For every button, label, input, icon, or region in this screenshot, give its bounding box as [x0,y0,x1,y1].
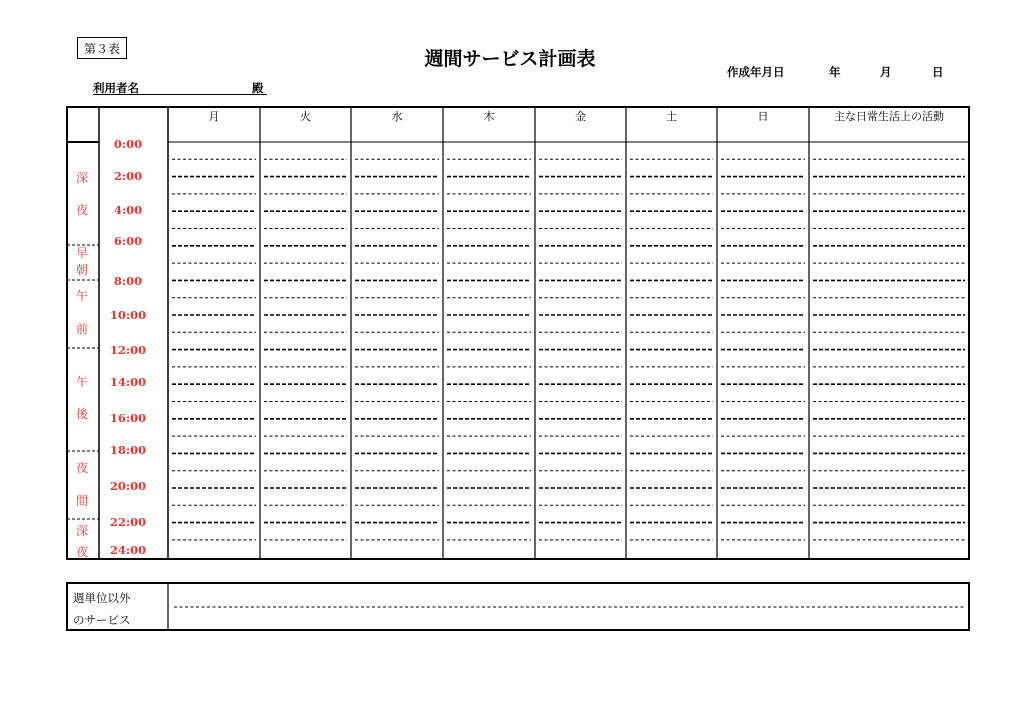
period-label: 夜 [75,203,89,217]
time-label: 22:00 [109,515,147,529]
time-label: 0:00 [113,137,143,151]
period-label: 午 [75,289,89,303]
schedule-table-border [67,107,969,559]
time-label: 12:00 [109,343,147,357]
period-label: 深 [75,171,89,185]
period-label: 間 [75,494,89,508]
creation-date-label: 作成年月日 [727,65,785,79]
period-label: 夜 [75,461,89,475]
creation-date-day: 日 [932,65,944,79]
time-label: 10:00 [109,308,147,322]
period-label: 早 [75,246,89,260]
non-weekly-services-field[interactable] [170,585,967,628]
time-label: 4:00 [113,203,143,217]
time-label: 16:00 [109,411,147,425]
day-header: 金 [575,110,586,123]
day-header: 水 [391,110,403,123]
footer-label-line2: のサービス [73,613,131,627]
period-label: 前 [75,322,89,336]
period-label: 後 [75,407,89,421]
day-header: 日 [757,110,769,123]
page-title: 週間サービス計画表 [424,48,596,70]
time-label: 14:00 [109,375,147,389]
day-header: 木 [483,110,495,123]
period-label: 午 [75,375,89,389]
activities-header: 主な日常生活上の活動 [834,110,944,123]
time-label: 18:00 [109,443,147,457]
period-label: 朝 [75,263,89,277]
period-label: 夜 [75,545,89,559]
user-name-label: 利用者名 [93,81,139,95]
form-number-box: 第３表 [77,37,127,59]
day-header: 火 [300,110,311,123]
creation-date-year: 年 [829,65,841,79]
user-honorific: 殿 [252,81,264,95]
period-label: 深 [75,524,89,538]
creation-date-month: 月 [880,65,892,79]
day-header: 月 [208,110,220,123]
time-label: 2:00 [113,169,143,183]
time-label: 8:00 [113,274,143,288]
footer-label-line1: 週単位以外 [73,591,131,605]
time-label: 6:00 [113,234,143,248]
day-header: 土 [666,110,677,123]
time-label: 24:00 [109,543,147,557]
time-label: 20:00 [109,479,147,493]
